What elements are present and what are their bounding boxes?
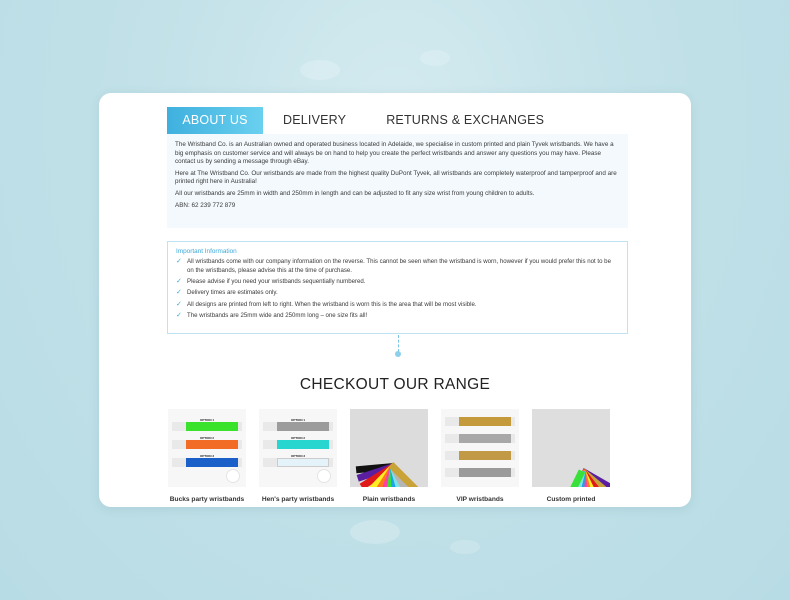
connector-dot xyxy=(395,351,401,357)
content-card xyxy=(99,93,691,507)
important-info-title: Important Information xyxy=(176,248,237,255)
important-info-list xyxy=(176,258,619,320)
product-name[interactable]: VIP wristbands xyxy=(456,496,504,503)
product-image[interactable] xyxy=(350,409,428,487)
product-image[interactable] xyxy=(168,409,246,487)
option-label: OPTION 3 xyxy=(199,454,214,458)
option-label: OPTION 2 xyxy=(290,436,305,440)
check-icon: ✓ xyxy=(176,312,182,320)
product-name[interactable]: Custom printed xyxy=(546,496,596,503)
product-vip[interactable] xyxy=(441,409,519,503)
abn-text: ABN: 62 239 772 879 xyxy=(175,201,236,209)
check-icon: ✓ xyxy=(176,289,182,297)
tab-delivery[interactable]: DELIVERY xyxy=(283,113,347,127)
product-plain[interactable] xyxy=(350,409,428,503)
range-heading: CHECKOUT OUR RANGE xyxy=(299,376,491,393)
product-name[interactable]: Hen's party wristbands xyxy=(261,496,335,503)
list-item: ✓ All wristbands come with our company information on the reverse. This cannot be seen when the wristband is worn, however if you would prefer this not to be on the wristbands, please advise this at the time of purchase. xyxy=(176,258,611,274)
tab-about-us[interactable]: ABOUT US xyxy=(167,107,263,134)
about-panel xyxy=(167,134,628,228)
product-custom-printed[interactable] xyxy=(532,409,610,503)
check-icon: ✓ xyxy=(176,277,182,285)
product-image[interactable] xyxy=(259,409,337,487)
product-hens-party[interactable] xyxy=(259,409,337,503)
product-image[interactable] xyxy=(441,409,519,487)
check-icon: ✓ xyxy=(176,258,182,266)
tab-returns-exchanges[interactable]: RETURNS & EXCHANGES xyxy=(386,113,545,127)
product-name[interactable]: Plain wristbands xyxy=(362,496,416,503)
list-item: ✓ Please advise if you need your wristbands sequentially numbered. xyxy=(176,277,366,285)
dashed-connector xyxy=(398,335,399,352)
option-label: OPTION 1 xyxy=(290,418,305,422)
option-label: OPTION 1 xyxy=(199,418,214,422)
about-paragraph: All our wristbands are 25mm in width and 250mm in length and can be adjusted to fit any size wrist from young children to adults. xyxy=(175,189,535,197)
product-name[interactable]: Bucks party wristbands xyxy=(169,496,245,503)
about-paragraph: The Wristband Co. is an Australian owned and operated business located in Adelaide, we specialise in custom printed and plain Tyvek wristbands. We have a big emphasis on customer service and will always be on hand to help you create the perfect wristbands and answer any questions you may have. Please contact us by sending a message through eBay. xyxy=(175,141,614,166)
list-item: ✓ All designs are printed from left to right. When the wristband is worn this is the area that will be most visible. xyxy=(176,300,477,308)
list-item: ✓ Delivery times are estimates only. xyxy=(176,289,278,297)
option-label: OPTION 3 xyxy=(290,454,305,458)
check-icon: ✓ xyxy=(176,300,182,308)
brand-logo xyxy=(226,469,240,483)
about-paragraph: Here at The Wristband Co. Our wristbands are made from the highest quality DuPont Tyvek, all wristbands are completely waterproof and tamperproof and are printed right here in Australia! xyxy=(175,169,617,186)
product-image[interactable] xyxy=(532,409,610,487)
product-grid xyxy=(168,409,623,503)
option-label: OPTION 2 xyxy=(199,436,214,440)
important-info-box xyxy=(167,241,628,334)
list-item: ✓ The wristbands are 25mm wide and 250mm long – one size fits all! xyxy=(176,312,368,320)
brand-logo xyxy=(317,469,331,483)
tab-bar xyxy=(167,107,544,134)
product-bucks-party[interactable] xyxy=(168,409,246,503)
